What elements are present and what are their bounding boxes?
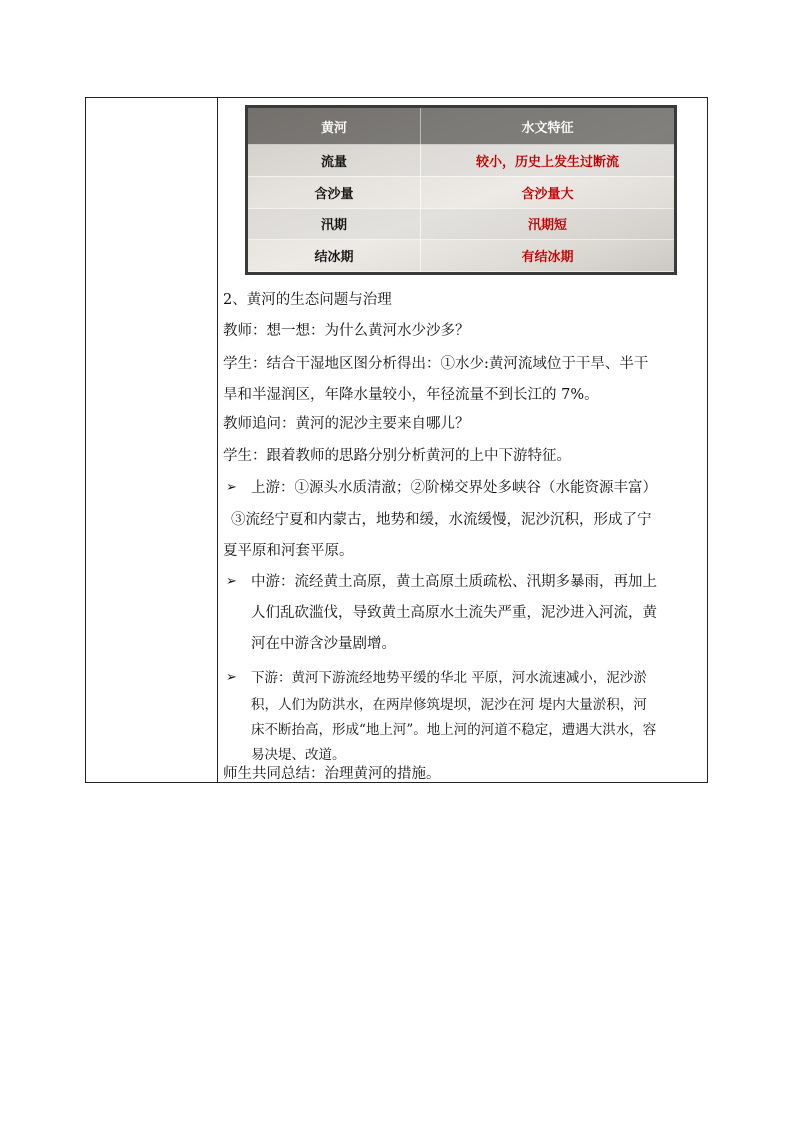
teacher-question: 教师：想一想：为什么黄河水少沙多？ <box>223 323 470 339</box>
table-row <box>248 240 674 272</box>
downstream-text-line: 易决堤、改道。 <box>251 747 346 763</box>
hydrology-table <box>248 108 674 272</box>
downstream-text-line: 床不断抬高，形成“地上河”。地上河的河道不稳定，遭遇大洪水，容 <box>251 722 657 738</box>
teacher-followup: 教师追问：黄河的泥沙主要来自哪儿？ <box>223 416 470 432</box>
row-label: 结冰期 <box>248 240 421 272</box>
bullet-icon: ➢ <box>226 670 237 685</box>
bullet-icon: ➢ <box>226 480 237 495</box>
row-value: 有结冰期 <box>421 240 675 272</box>
row-value: 较小，历史上发生过断流 <box>421 145 675 177</box>
row-label: 流量 <box>248 145 421 177</box>
section-heading: 2、黄河的生态问题与治理 <box>223 292 392 308</box>
row-value: 汛期短 <box>421 208 675 240</box>
row-value: 含沙量大 <box>421 176 675 208</box>
upstream-text-line: ③流经宁夏和内蒙古，地势和缓，水流缓慢，泥沙沉积，形成了宁 <box>231 512 652 528</box>
student-answer-line: 学生：结合干湿地区图分析得出：①水少:黄河流域位于干旱、半干 <box>223 356 649 372</box>
downstream-text-line: 下游：黄河下游流经地势平缓的华北 平原，河水流速减小，泥沙淤 <box>251 670 647 686</box>
header-cell-river: 黄河 <box>248 108 421 145</box>
student-answer: 学生：跟着教师的思路分别分析黄河的上中下游特征。 <box>223 448 571 464</box>
row-label: 汛期 <box>248 208 421 240</box>
yellow-river-hydrology-image-table <box>245 105 677 275</box>
downstream-text-line: 积，人们为防洪水，在两岸修筑堤坝，泥沙在河 堤内大量淤积，河 <box>251 697 647 713</box>
table-row <box>248 176 674 208</box>
row-label: 含沙量 <box>248 176 421 208</box>
student-answer-line: 旱和半湿润区，年降水量较小，年径流量不到长江的 7%。 <box>223 387 599 403</box>
summary-text: 师生共同总结：治理黄河的措施。 <box>223 766 441 782</box>
midstream-text-line: 河在中游含沙量剧增。 <box>251 636 396 652</box>
bullet-icon: ➢ <box>226 574 237 589</box>
column-divider <box>217 98 218 782</box>
lesson-table <box>85 97 708 783</box>
upstream-text-line: 上游：①源头水质清澈；②阶梯交界处多峡谷（水能资源丰富） <box>251 480 657 496</box>
midstream-text-line: 人们乱砍滥伐，导致黄土高原水土流失严重，泥沙进入河流，黄 <box>251 605 657 621</box>
table-row <box>248 208 674 240</box>
upstream-text-line: 夏平原和河套平原。 <box>223 543 354 559</box>
header-cell-feature: 水文特征 <box>421 108 675 145</box>
table-row <box>248 145 674 177</box>
table-header-row <box>248 108 674 145</box>
midstream-text-line: 中游：流经黄土高原，黄土高原土质疏松、汛期多暴雨，再加上 <box>251 574 657 590</box>
